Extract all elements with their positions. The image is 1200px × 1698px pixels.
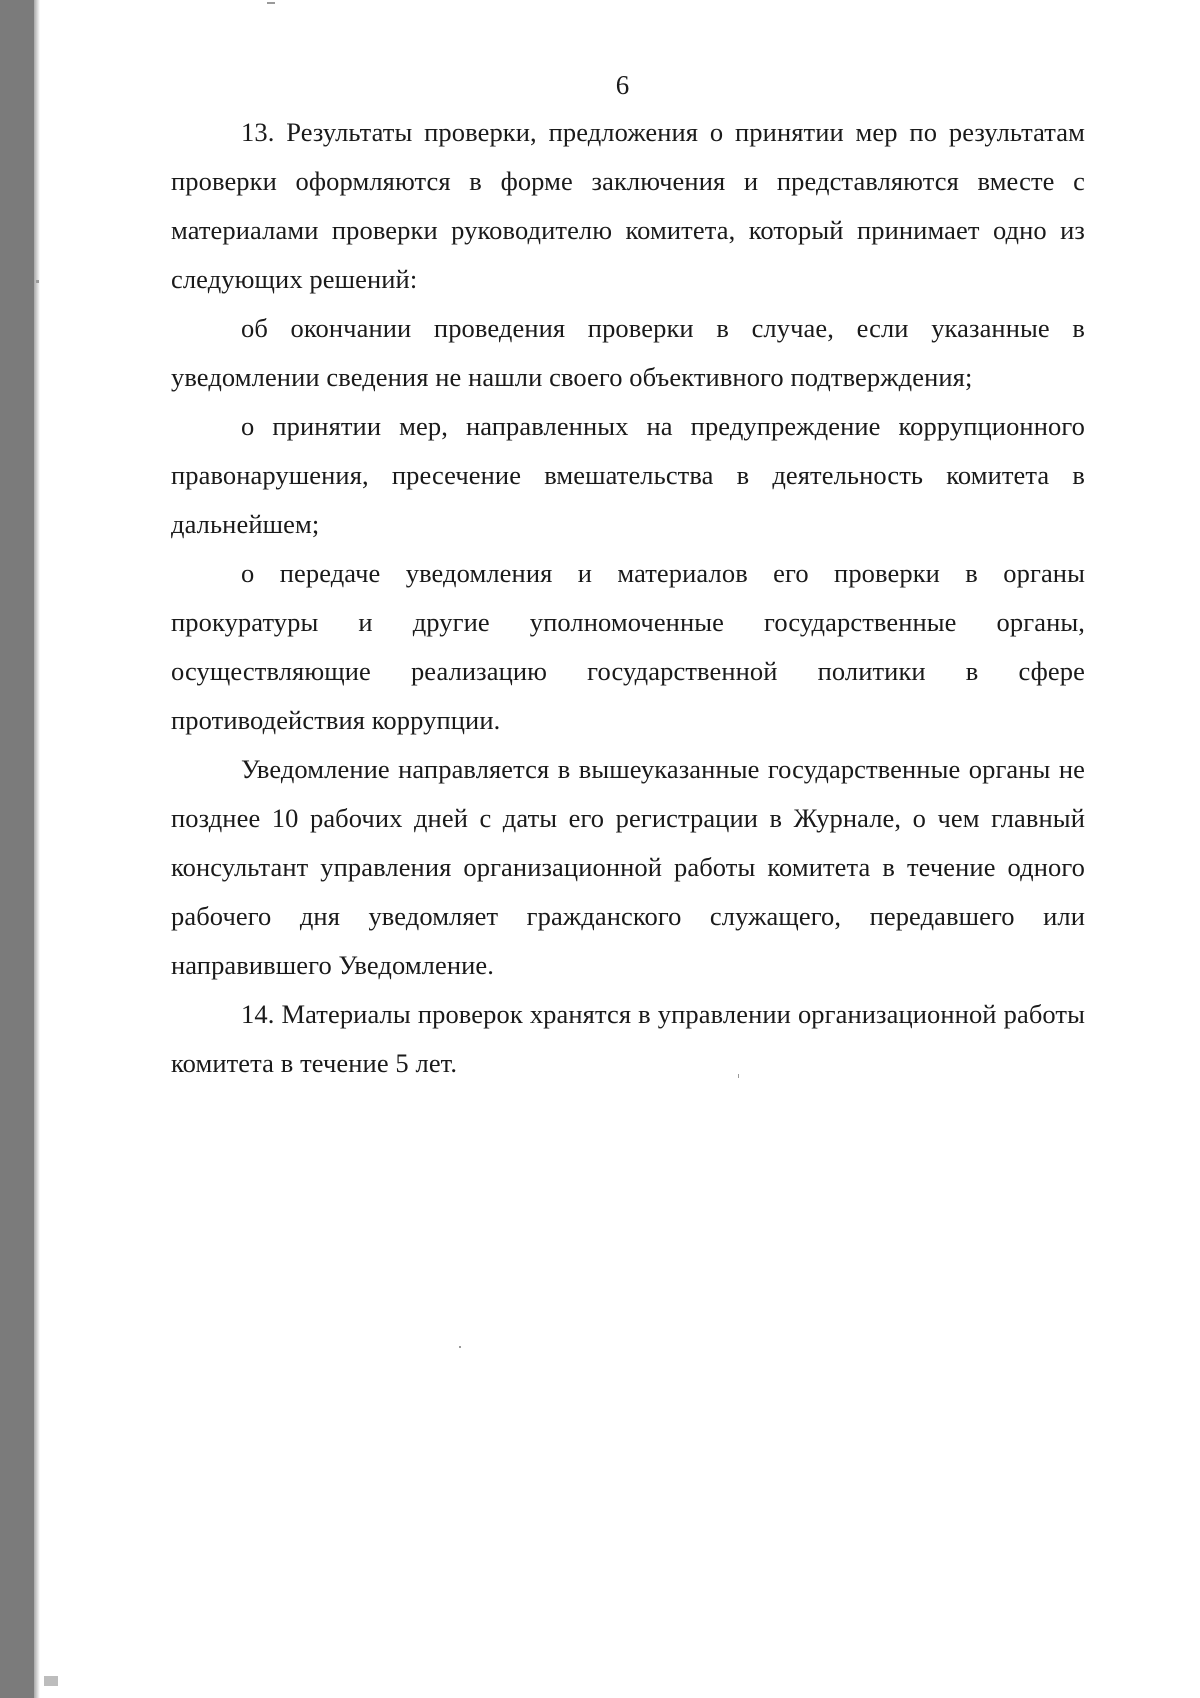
- paragraph-notification-deadline: Уведомление направляется в вышеуказанные государственные органы не позднее 10 рабочих дней с даты его регистрации в Журнале, о чем главный консультант управления организационной работы комитета в течение одного рабочего дня уведомляет гражданского служащего, передавшего или направившего Уведомление.: [171, 754, 1085, 980]
- paragraph-decision-measures: о принятии мер, направленных на предупреждение коррупционного правонарушения, пресечение вмешательства в деятельность комитета в дальнейшем;: [171, 411, 1085, 539]
- document-body: [171, 108, 1085, 1088]
- paragraph-decision-end-check: об окончании проведения проверки в случае, если указанные в уведомлении сведения не нашли своего объективного подтверждения;: [171, 313, 1085, 392]
- scan-speck: [459, 1346, 461, 1348]
- page-number: 6: [615, 70, 630, 100]
- scan-speck: [738, 1074, 739, 1078]
- paragraph-decision-transfer: о передаче уведомления и материалов его проверки в органы прокуратуры и другие уполномоченные государственные органы, осуществляющие реализацию государственной политики в сфере противодействия коррупции.: [171, 558, 1085, 735]
- paragraph-13-results: 13. Результаты проверки, предложения о принятии мер по результатам проверки оформляются в форме заключения и представляются вместе с материалами проверки руководителю комитета, который принимает одно из следующих решений:: [171, 117, 1085, 294]
- scan-speck: [267, 2, 275, 4]
- paragraph-14-storage: 14. Материалы проверок хранятся в управлении организационной работы комитета в течение 5 лет.: [171, 999, 1085, 1078]
- scan-speck: [44, 1676, 58, 1686]
- scan-speck: [36, 280, 39, 283]
